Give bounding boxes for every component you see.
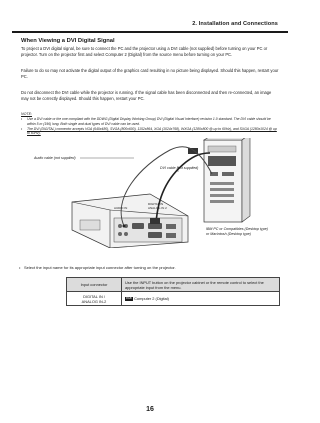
note-item-text: The DVI (DIGITAL) connector accepts VGA (640x480), SVGA (800x600), 1152x864, XGA (1024x768), WXGA (1280x800 @ up to 60Hz), and SXGA (1280x1024 @ up to 60Hz).: [27, 126, 277, 136]
rgb-source-icon: RGB: [126, 297, 132, 301]
port-label-digital-in: DIGITAL IN: [148, 202, 164, 206]
pc-label-line2: or Macintosh (Desktop type): [206, 232, 251, 236]
instruction-text-content: Select the input name for its appropriate input connector after turning on the projector.: [24, 265, 176, 270]
note-item: [21, 127, 280, 136]
note-item-text: Use a DVI cable or the one compliant with the DDWG (Digital Display Working Group) DVI (Digital Visual Interface) revision 1.0 standard. The DVI cable should be within 5 m (196) long. Both single and dual types of DVI cable can be used.: [27, 117, 271, 126]
table-header-instruction: Use the INPUT button on the projector cabinet or the remote control to select the appropriate input from the menu.: [122, 278, 280, 292]
table-cell-connector: [67, 292, 122, 306]
dvi-cable-label: DVI cable (not supplied): [160, 166, 199, 170]
bullet-icon: •: [19, 265, 21, 270]
bullet-icon: •: [21, 126, 23, 131]
port-label-audio-in: AUDIO IN: [114, 206, 128, 210]
table-cell-selection: [122, 292, 280, 306]
desktop-pc-illustration: [204, 138, 250, 222]
connection-diagram: [0, 138, 300, 248]
header-title: 2. Installation and Connections: [192, 21, 278, 27]
body-paragraph-1: To project a DVI digital signal, be sure to connect the PC and the projector using a DVI cable (not supplied) before turning on your PC or projector. Turn on the projector first and select Computer 2 (Digital) from the source menu before turning on your PC.: [21, 46, 268, 57]
input-selection-table: [66, 277, 280, 306]
header-rule: [12, 31, 288, 33]
port-label-analog-in-2: ANALOG IN 2: [148, 206, 167, 210]
table-row: [67, 292, 280, 306]
note-item: [21, 117, 280, 126]
table-header-row: [67, 278, 280, 292]
body-paragraph-3: Do not disconnect the DVI cable while the projector is running. If the signal cable has been disconnected and then re-connected, an image may not be correctly displayed. Should this happen, restart your PC.: [21, 90, 272, 101]
audio-cable-label: Audio cable (not supplied): [34, 156, 76, 160]
page-number: 16: [146, 406, 154, 413]
instruction-text: [19, 265, 176, 270]
projector-rear-panel-illustration: [72, 194, 188, 248]
connector-line-2: ANALOG IN-2: [81, 298, 107, 304]
bullet-icon: •: [21, 117, 23, 121]
selection-text: Computer 2 (Digital): [134, 296, 169, 301]
note-heading: NOTE:: [21, 112, 32, 116]
connector-line-1: DIGITAL IN /: [83, 293, 105, 299]
connection-illustration: [0, 138, 300, 248]
table-header-connector: Input connector: [67, 278, 122, 292]
note-list: [21, 117, 280, 137]
pc-label-line1: IBM PC or Compatibles (Desktop type): [206, 227, 268, 231]
body-paragraph-2: Failure to do so may not activate the digital output of the graphics card resulting in no picture being displayed. Should this happen, restart your PC.: [21, 68, 279, 79]
section-title: When Viewing a DVI Digital Signal: [21, 38, 115, 44]
